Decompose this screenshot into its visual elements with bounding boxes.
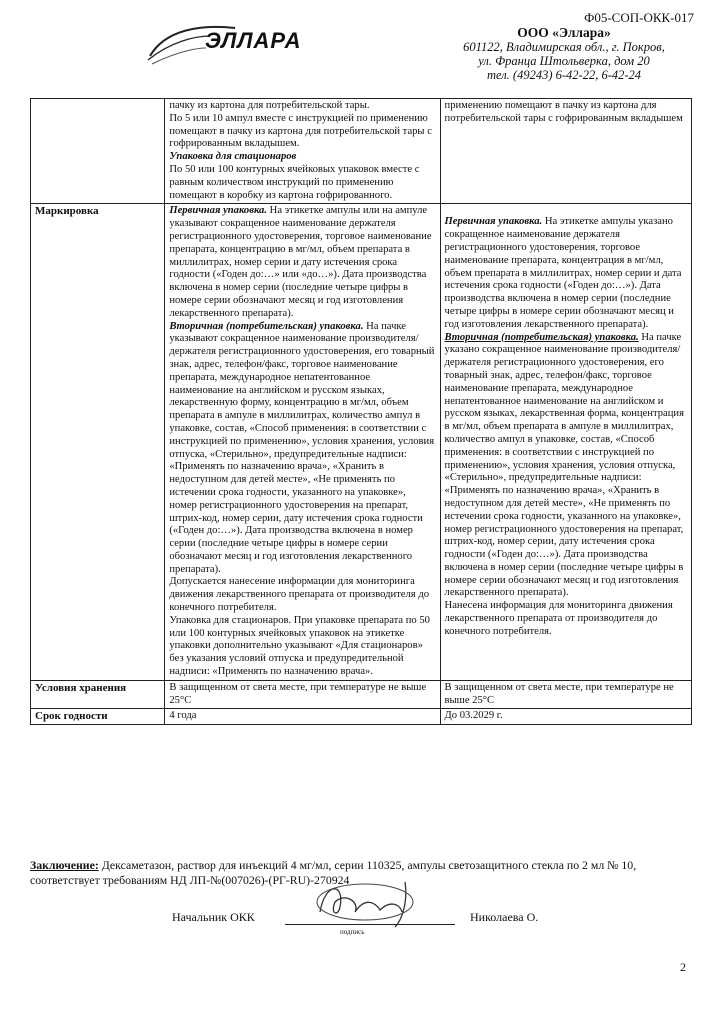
table-row-shelf-life	[31, 709, 692, 725]
marking-left-primary-text: На этикетке ампулы или на ампуле указывают сокращенное наименование держателя регистрационного удостоверения, торговое наименование препарата, концентрацию в мг/мл, объем препарата в миллилитрах, номер серии и дату истечения срока годности («Годен до:…» или «до…»). Дата производства включена в номер серии (последние четыре цифры в номере серии обозначают месяц и год изготовления лекарственного препарата).	[169, 205, 432, 319]
packaging-left-2: По 5 или 10 ампул вместе с инструкцией по применению помещают в пачку из картона для потребительской тары с гофрированным вкладышем.	[169, 112, 432, 150]
shelf-life-right: До 03.2029 г.	[440, 709, 691, 725]
packaging-right-cell	[440, 99, 691, 204]
marking-right-primary-title: Первичная упаковка.	[444, 216, 543, 228]
conclusion-title: Заключение:	[30, 858, 99, 872]
company-address-2: ул. Франца Штольверка, дом 20	[478, 54, 650, 68]
signer-name: Николаева О.	[470, 910, 539, 924]
marking-right-secondary-title: Вторичная (потребительская) упаковка.	[444, 331, 639, 343]
marking-left-monitoring: Допускается нанесение информации для мониторинга движения лекарственного препарата от производителя до конечного потребителя.	[169, 576, 430, 614]
marking-left-hospital: Упаковка для стационаров. При упаковке препарата по 50 или 100 контурных ячейковых упаковок на этикетке упаковки дополнительно указывают «Для стационаров» без указания условий отпуска и предупредительной надписи: «Применять по назначению врача».	[169, 614, 430, 678]
packaging-left-1: пачку из картона для потребительской тары.	[169, 100, 370, 111]
page-number: 2	[680, 960, 686, 974]
marking-left-secondary-text: На пачке указывают сокращенное наименование производителя/держателя регистрационного удостоверения, его товарный знак, адрес, телефон/факс, торговое наименование препарата, международное непатентованное наименование на английском и русском языках, лекарственную форму, концентрацию в мг/мл, объем препарата в ампуле в миллилитрах, количество ампул в упаковке, состав, «Способ применения: в соответствии с инструкцией по применению», условия хранения, условия отпуска, «Стерильно», предупредительные надписи: «Применять по назначению врача», «Хранить в недоступном для детей месте», «Не применять по истечении срока годности, указанного на упаковке», номер регистрационного удостоверения на препарат, штрих-код, номер серии, дату истечения срока годности («Годен до:…»). Дата производства включена в номер серии (последние четыре цифры в номере серии обозначают месяц и год изготовления лекарственного препарата).	[169, 320, 435, 575]
signer-role: Начальник ОКК	[172, 910, 255, 924]
storage-left: В защищенном от света месте, при температуре не выше 25°С	[165, 680, 440, 709]
marking-left-secondary-title: Вторичная (потребительская) упаковка.	[169, 320, 364, 332]
company-name: ООО «Эллара»	[517, 25, 611, 40]
marking-right-cell	[440, 204, 691, 680]
table-row-packaging	[31, 99, 692, 204]
company-address-1: 601122, Владимирская обл., г. Покров,	[463, 40, 665, 54]
marking-right-primary-text: На этикетке ампулы указано сокращенное наименование держателя регистрационного удостоверения, торговое наименование препарата, концентрация в мг/мл, объем препарата в миллилитрах, номер серии и дата истечения срока годности («Годен до:…»). Дата производства включена в номер серии (последние четыре цифры в номере серии обозначают месяц и год изготовления лекарственного препарата).	[444, 216, 682, 330]
packaging-label-cell	[31, 99, 165, 204]
shelf-life-left: 4 года	[165, 709, 440, 725]
packaging-right-text: применению помещают в пачку из картона для потребительской тары с гофрированным вкладышем	[444, 100, 683, 124]
signature-caption: подпись	[340, 928, 365, 936]
marking-label: Маркировка	[31, 204, 165, 680]
marking-left-primary-title: Первичная упаковка.	[169, 205, 268, 217]
storage-label: Условия хранения	[31, 680, 165, 709]
packaging-hospital-text: По 50 или 100 контурных ячейковых упаковок вместе с равным количеством инструкций по применению помещают в коробку из картона гофрированного.	[169, 163, 420, 201]
specification-table	[30, 98, 692, 725]
company-phone: тел. (49243) 6-42-22, 6-42-24	[486, 68, 642, 82]
marking-right-secondary-text: На пачке указано сокращенное наименование производителя/держателя регистрационного удостоверения, его товарный знак, адрес, телефон/факс, торговое наименование препарата, международное непатентованное наименование на английском и русском языках, лекарственная форма, концентрация в мг/мл, объем препарата в ампуле в миллилитрах, количество ампул в упаковке, состав, «Способ применения: в соответствии с инструкцией по применению», условия хранения, условия отпуска, «Стерильно», предупредительные надписи: «Применять по назначению врача», «Хранить в недоступном для детей месте», «Не применять по истечении срока годности, указанного на упаковке», номер регистрационного удостоверения на препарат, штрих-код, номер серии, дату истечения срока годности («Годен до:…»). Дата производства включена в номер серии (последние четыре цифры в номере серии обозначают месяц и год изготовления лекарственного препарата).	[444, 331, 684, 599]
shelf-life-label: Срок годности	[31, 709, 165, 725]
storage-right: В защищенном от света месте, при температуре не выше 25°С	[440, 680, 691, 709]
packaging-hospital-title: Упаковка для стационаров	[169, 151, 297, 163]
conclusion-text: Дексаметазон, раствор для инъекций 4 мг/мл, серии 110325, ампулы светозащитного стекла по 2 мл № 10, соответствует требованиям НД ЛП-№(007026)-(РГ-RU)-270924	[30, 858, 637, 887]
company-header	[444, 26, 684, 82]
table-row-marking	[31, 204, 692, 680]
table-row-storage	[31, 680, 692, 709]
logo-text: ЭЛЛАРА	[205, 28, 302, 53]
document-id: Ф05-СОП-ОКК-017	[584, 10, 694, 25]
marking-right-monitoring: Нанесена информация для мониторинга движения лекарственного препарата от производителя до конечного потребителя.	[444, 600, 673, 637]
packaging-left-cell	[165, 99, 440, 204]
signature-line	[285, 924, 455, 925]
marking-left-cell	[165, 204, 440, 680]
handwritten-signature-icon	[290, 872, 460, 932]
